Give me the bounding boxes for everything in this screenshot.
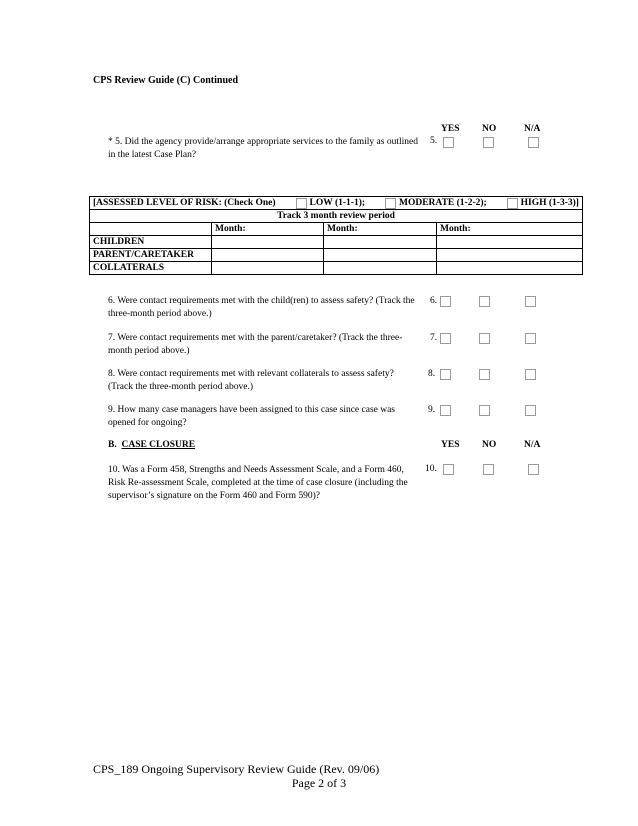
question-8-number: 8. [428,369,436,379]
row-label-parent-caretaker: PARENT/CARETAKER [90,249,212,262]
question-7-no-checkbox[interactable] [479,333,490,344]
parent-month-3-cell[interactable] [437,249,583,262]
no-column-header-b: NO [482,440,497,450]
question-6-text: 6. Were contact requirements met with the child(ren) to assess safety? (Track the three-month period above.) [108,296,415,319]
question-10-no-checkbox[interactable] [483,464,494,475]
table-row [90,236,583,249]
collaterals-month-3-cell[interactable] [437,262,583,275]
question-8-no-checkbox[interactable] [479,369,490,380]
question-10-yes-checkbox[interactable] [443,464,454,475]
question-8-yes-checkbox[interactable] [440,369,451,380]
question-10-text: 10. Was a Form 458, Strengths and Needs Assessment Scale, and a Form 460, Risk Re-assessment Scale, completed at the time of case closure (including the supervisor’s signature on the Form 460 and Form 590)? [108,465,408,501]
risk-low-label: LOW (1-1-1); [309,198,366,208]
risk-level-label: [ASSESSED LEVEL OF RISK: (Check One) [93,198,276,208]
footer-page-number: Page 2 of 3 [291,776,347,790]
children-month-1-cell[interactable] [212,236,324,249]
question-6-na-checkbox[interactable] [525,296,536,307]
question-5-no-checkbox[interactable] [483,137,494,148]
question-7-text: 7. Were contact requirements met with the parent/caretaker? (Track the three-month period above.) [108,333,403,356]
blank-header-cell [90,223,212,236]
risk-high-option[interactable] [507,197,579,209]
question-5-na-checkbox[interactable] [528,137,539,148]
question-6-number: 6. [430,296,438,306]
section-b-heading [108,440,195,450]
footer-form-name: CPS_189 Ongoing Supervisory Review Guide (Rev. 09/06) [93,762,380,776]
parent-month-2-cell[interactable] [324,249,437,262]
risk-high-checkbox[interactable] [507,198,518,209]
question-9-number: 9. [428,405,436,415]
question-9-yes-checkbox[interactable] [440,405,451,416]
risk-low-option[interactable] [296,197,366,209]
risk-level-row [90,197,583,210]
risk-moderate-option[interactable] [385,197,487,209]
row-label-children: CHILDREN [90,236,212,249]
month-header-3: Month: [437,223,583,236]
page-header: CPS Review Guide (C) Continued [93,75,239,86]
month-header-2: Month: [324,223,437,236]
risk-moderate-checkbox[interactable] [385,198,396,209]
risk-review-table [89,196,583,275]
question-10-na-checkbox[interactable] [528,464,539,475]
track-period-title: Track 3 month review period [90,210,583,223]
risk-moderate-label: MODERATE (1-2-2); [399,198,487,208]
table-row [90,262,583,275]
question-7-yes-checkbox[interactable] [440,333,451,344]
children-month-3-cell[interactable] [437,236,583,249]
risk-low-checkbox[interactable] [296,198,307,209]
parent-month-1-cell[interactable] [212,249,324,262]
collaterals-month-1-cell[interactable] [212,262,324,275]
no-column-header: NO [482,124,497,134]
question-8-na-checkbox[interactable] [525,369,536,380]
table-row [90,249,583,262]
yes-column-header: YES [441,124,460,134]
question-9-text: 9. How many case managers have been assigned to this case since case was opened for ongoing? [108,405,396,428]
children-month-2-cell[interactable] [324,236,437,249]
question-9-na-checkbox[interactable] [525,405,536,416]
question-5-text: * 5. Did the agency provide/arrange appropriate services to the family as outlined in the latest Case Plan? [108,137,418,160]
question-9-no-checkbox[interactable] [479,405,490,416]
question-5-yes-checkbox[interactable] [443,137,454,148]
question-5-number: 5. [430,136,438,146]
risk-high-label: HIGH (1-3-3)] [520,198,579,208]
na-column-header: N/A [524,124,541,134]
question-6-no-checkbox[interactable] [479,296,490,307]
question-6-yes-checkbox[interactable] [440,296,451,307]
question-7-na-checkbox[interactable] [525,333,536,344]
na-column-header-b: N/A [524,440,541,450]
section-b-title: CASE CLOSURE [121,440,196,450]
question-7-number: 7. [430,333,438,343]
yes-column-header-b: YES [441,440,460,450]
month-header-1: Month: [212,223,324,236]
question-8-text: 8. Were contact requirements met with relevant collaterals to assess safety? (Track the three-month period above.) [108,369,394,392]
section-b-label: B. [108,440,117,450]
question-10-number: 10. [425,464,437,474]
collaterals-month-2-cell[interactable] [324,262,437,275]
row-label-collaterals: COLLATERALS [90,262,212,275]
